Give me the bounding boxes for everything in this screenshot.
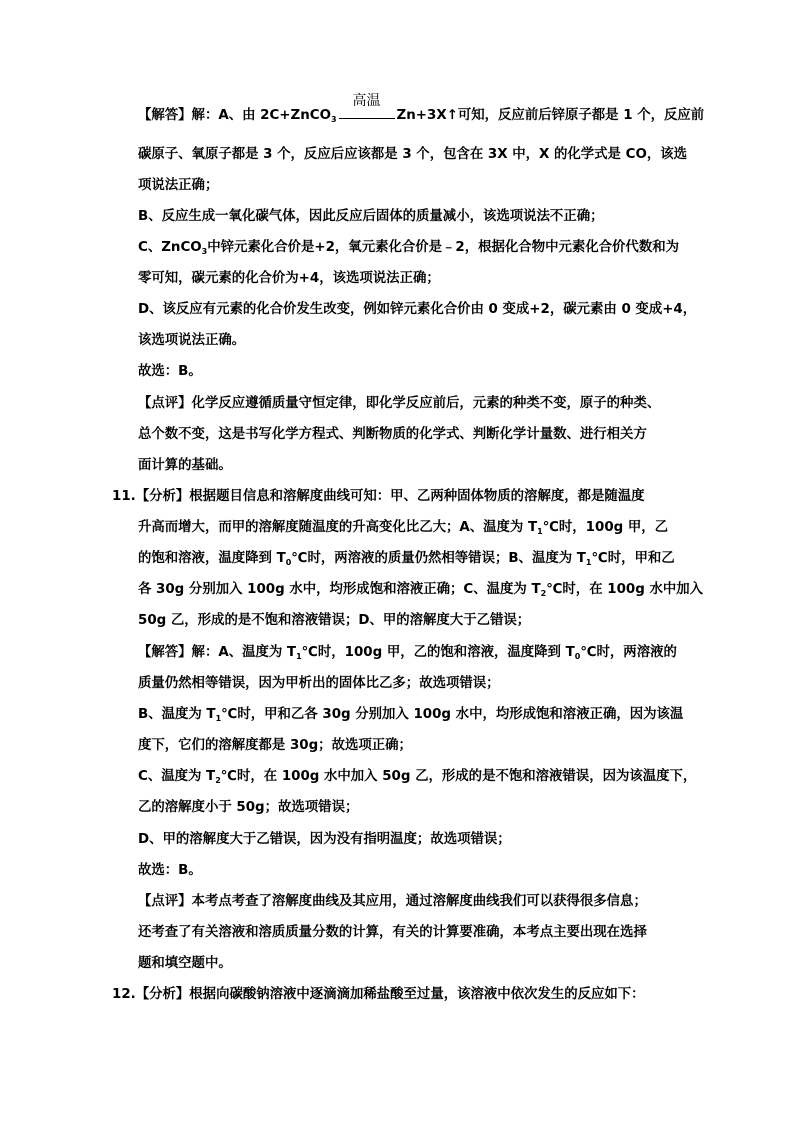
text-run: 故选：B。 xyxy=(138,364,202,379)
text-run: D、甲的溶解度大于乙错误，因为没有指明温度；故选项错误； xyxy=(138,832,511,847)
text-line xyxy=(138,208,604,226)
text-line xyxy=(138,93,705,125)
text-line xyxy=(138,239,679,257)
text-line xyxy=(138,519,668,537)
text-run: 质量仍然相等错误，因为甲析出的固体比乙多；故选项错误； xyxy=(138,676,500,691)
text-line xyxy=(112,488,645,506)
text-run: ℃时，两溶液的质量仍然相等错误；B、温度为 T xyxy=(291,551,586,566)
text-run: 50g 乙，形成的是不饱和溶液错误；D、甲的溶解度大于乙错误； xyxy=(138,613,531,628)
text-line xyxy=(112,986,645,1004)
text-line xyxy=(138,706,683,724)
text-line xyxy=(138,332,245,350)
text-line xyxy=(138,862,202,880)
text-run: 各 30g 分别加入 100g 水中，均形成饱和溶液正确；C、温度为 T xyxy=(138,582,541,597)
text-run: 升高而增大，而甲的溶解度随温度的升高变化比乙大；A、温度为 T xyxy=(138,520,538,535)
text-run: 面计算的基础。 xyxy=(138,458,232,473)
text-line xyxy=(138,612,530,630)
text-run: 12.【分析】根据向碳酸钠溶液中逐滴滴加稀盐酸至过量，该溶液中依次发生的反应如下： xyxy=(112,987,645,1002)
subscript: 1 xyxy=(537,527,543,536)
text-run: 中锌元素化合价是+2，氧元素化合价是﹣2，根据化合物中元素化合价代数和为 xyxy=(207,240,679,255)
reaction-line xyxy=(339,118,395,119)
text-run: 【解答】解：A、由 2C+ZnCO xyxy=(138,108,331,123)
text-line xyxy=(138,581,703,599)
text-run: 【点评】化学反应遵循质量守恒定律，即化学反应前后，元素的种类不变，原子的种类、 xyxy=(138,396,661,411)
text-run: B、反应生成一氧化碳气体，因此反应后固体的质量减小，该选项说法不正确； xyxy=(138,209,604,224)
subscript: 1 xyxy=(585,558,592,567)
text-run: C、ZnCO xyxy=(138,240,202,255)
text-run: 度下，它们的溶解度都是 30g；故选项正确； xyxy=(138,738,412,753)
text-run: 零可知，碳元素的化合价为+4，该选项说法正确； xyxy=(138,271,440,286)
text-line xyxy=(138,426,647,444)
text-run: B、温度为 T xyxy=(138,707,216,722)
text-run: ℃时，两溶液的 xyxy=(580,645,677,660)
text-line xyxy=(138,955,232,973)
text-line xyxy=(138,550,675,568)
text-run: 题和填空题中。 xyxy=(138,956,232,971)
text-run: Zn+3X↑可知，反应前后锌原子都是 1 个，反应前 xyxy=(396,108,705,123)
text-line xyxy=(138,799,358,817)
text-run: 总个数不变，这是书写化学方程式、判断物质的化学式、判断化学计量数、进行相关方 xyxy=(138,427,647,442)
text-run: 碳原子、氧原子都是 3 个，反应后应该都是 3 个，包含在 3X 中，X 的化学式是 CO，该选 xyxy=(138,147,687,162)
text-run: 项说法正确； xyxy=(138,178,219,193)
text-line xyxy=(138,301,696,319)
text-line xyxy=(138,737,412,755)
text-line xyxy=(138,675,500,693)
text-run: ℃时，在 100g 水中加入 50g 乙，形成的是不饱和溶液错误，因为该温度下， xyxy=(220,769,697,784)
text-run: 该选项说法正确。 xyxy=(138,333,246,348)
text-run: ℃时，甲和乙各 30g 分别加入 100g 水中，均形成饱和溶液正确，因为该温 xyxy=(221,707,684,722)
subscript: 0 xyxy=(285,558,292,567)
text-line xyxy=(138,768,696,786)
subscript: 3 xyxy=(201,247,208,256)
text-run: 的饱和溶液，温度降到 T xyxy=(138,551,286,566)
subscript: 3 xyxy=(330,115,337,124)
text-line xyxy=(138,270,440,288)
text-line xyxy=(138,457,232,475)
text-run: 【解答】解：A、温度为 T xyxy=(138,645,297,660)
text-line xyxy=(138,924,647,942)
text-run: ℃时，甲和乙 xyxy=(591,551,675,566)
text-line xyxy=(138,831,511,849)
subscript: 1 xyxy=(215,714,222,723)
text-run: ℃时，100g 甲，乙的饱和溶液，温度降到 T xyxy=(301,645,575,660)
text-line xyxy=(138,893,647,911)
text-line xyxy=(138,146,687,164)
text-run: 还考查了有关溶液和溶质质量分数的计算，有关的计算要准确，本考点主要出现在选择 xyxy=(138,925,647,940)
subscript: 1 xyxy=(296,652,302,661)
text-line xyxy=(138,395,660,413)
text-run: ℃时，在 100g 水中加入 xyxy=(546,582,704,597)
text-run: D、该反应有元素的化合价发生改变，例如锌元素化合价由 0 变成+2，碳元素由 0 变成+4， xyxy=(138,302,697,317)
text-line xyxy=(138,363,202,381)
reaction-condition-label: 高温 xyxy=(352,93,381,109)
reaction-condition-arrow xyxy=(337,93,397,125)
subscript: 2 xyxy=(540,589,547,598)
subscript: 0 xyxy=(574,652,581,661)
text-line xyxy=(138,177,218,195)
text-run: 11.【分析】根据题目信息和溶解度曲线可知：甲、乙两种固体物质的溶解度，都是随温度 xyxy=(112,489,645,504)
text-run: 故选：B。 xyxy=(138,863,202,878)
text-run: 【点评】本考点考查了溶解度曲线及其应用，通过溶解度曲线我们可以获得很多信息； xyxy=(138,894,647,909)
subscript: 2 xyxy=(215,776,221,785)
text-run: 乙的溶解度小于 50g；故选项错误； xyxy=(138,800,359,815)
text-run: ℃时，100g 甲，乙 xyxy=(542,520,669,535)
text-run: C、温度为 T xyxy=(138,769,216,784)
text-line xyxy=(138,644,677,662)
